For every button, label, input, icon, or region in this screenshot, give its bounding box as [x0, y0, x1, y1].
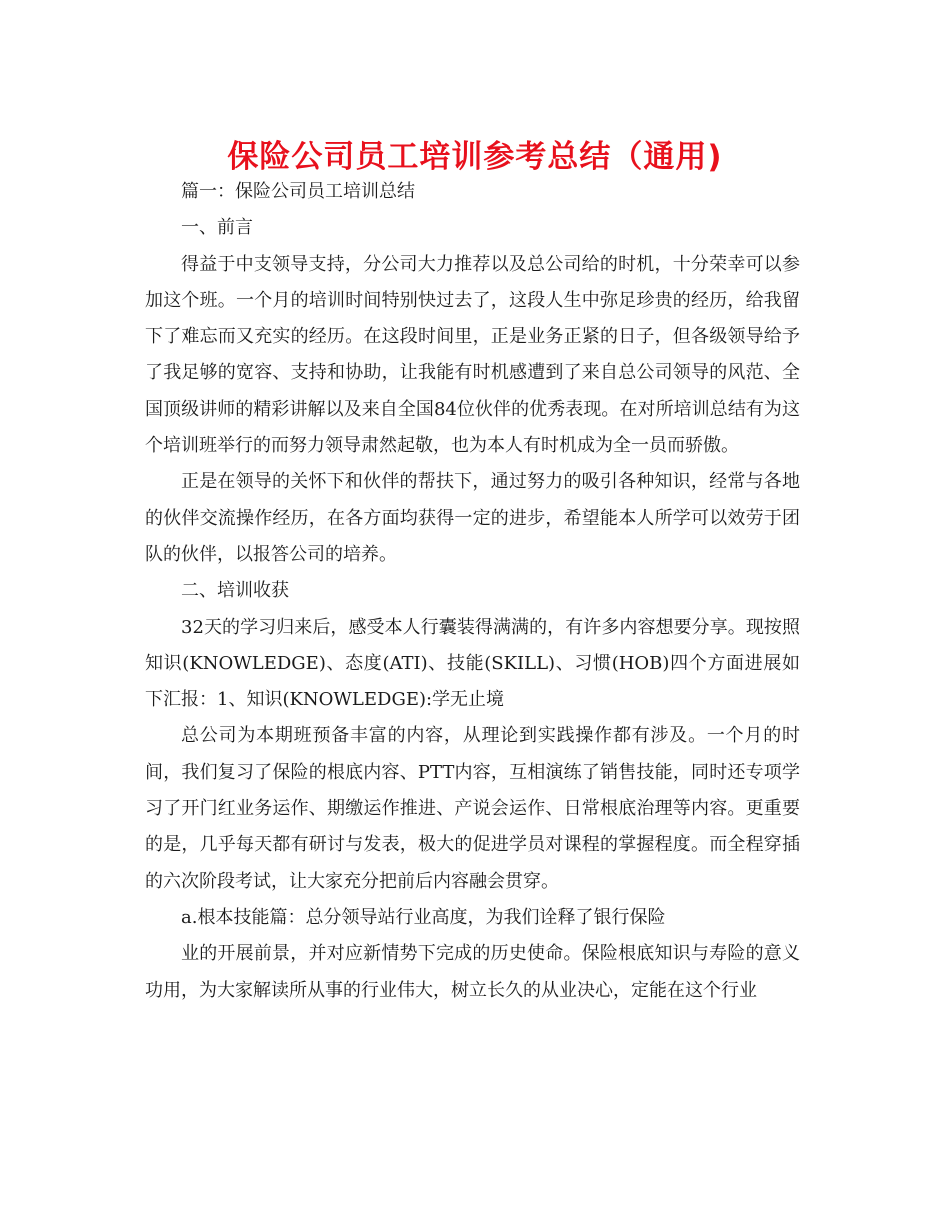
- section-heading-preface: 一、前言: [181, 217, 253, 239]
- paragraph-knowledge: 总公司为本期班预备丰富的内容，从理论到实践操作都有涉及。一个月的时间，我们复习了保险的根底内容、PTT内容，互相演练了销售技能，同时还专项学习了开门红业务运作、期缴运作推进、产说会运作、日常根底治理等内容。更重要的是，几乎每天都有研讨与发表，极大的促进学员对课程的掌握程度。而全程穿插的六次阶段考试，让大家充分把前后内容融会贯穿。: [145, 725, 800, 892]
- paragraph-preface-1: 得益于中支领导支持，分公司大力推荐以及总公司给的时机，十分荣幸可以参加这个班。一个月的培训时间特别快过去了，这段人生中弥足珍贵的经历，给我留下了难忘而又充实的经历。在这段时间里，正是业务正紧的日子，但各级领导给予了我足够的宽容、支持和协助，让我能有时机感遭到了来自总公司领导的风范、全国顶级讲师的精彩讲解以及来自全国84位伙伴的优秀表现。在对所培训总结有为这个培训班举行的而努力领导肃然起敬，也为本人有时机成为全一员而骄傲。: [145, 253, 800, 457]
- paragraph-gains-intro: 32天的学习归来后，感受本人行囊装得满满的，有许多内容想要分享。现按照知识(KNOWLEDGE)、态度(ATI)、技能(SKILL)、习惯(HOB)四个方面进展如下汇报：1、知识(KNOWLEDGE):学无止境: [145, 616, 800, 711]
- paragraph-basic-skills-heading: a.根本技能篇：总分领导站行业高度，为我们诠释了银行保险: [181, 906, 666, 928]
- document-body: [145, 174, 800, 1009]
- section-heading-chapter-one: 篇一：保险公司员工培训总结: [181, 181, 415, 202]
- paragraph-basic-skills-body: 业的开展前景，并对应新情势下完成的历史使命。保险根底知识与寿险的意义功用，为大家解读所从事的行业伟大，树立长久的从业决心，定能在这个行业: [145, 943, 800, 1001]
- document-title: 保险公司员工培训参考总结（通用): [227, 139, 723, 175]
- section-heading-training-gains: 二、培训收获: [181, 580, 289, 602]
- paragraph-preface-2: 正是在领导的关怀下和伙伴的帮扶下，通过努力的吸引各种知识，经常与各地的伙伴交流操作经历，在各方面均获得一定的进步，希望能本人所学可以效劳于团队的伙伴，以报答公司的培养。: [145, 471, 800, 565]
